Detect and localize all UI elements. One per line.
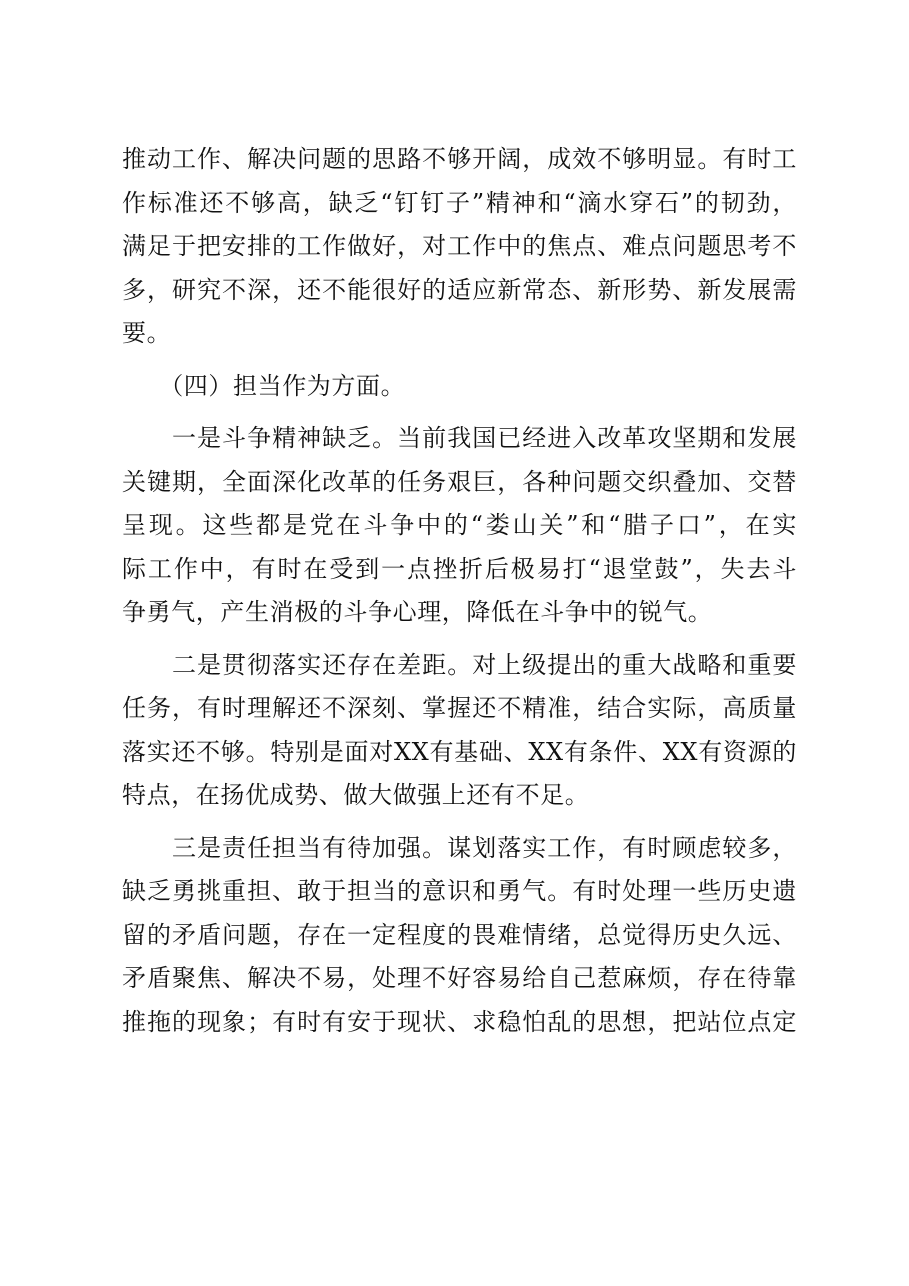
- text-line: 呈现。这些都是党在斗争中的“娄山关”和“腊子口”，在实: [122, 511, 797, 539]
- paragraph-gap: [122, 408, 797, 417]
- text-line: 留的矛盾问题，存在一定程度的畏难情绪，总觉得历史久远、: [122, 920, 797, 949]
- text-line: 推动工作、解决问题的思路不够开阔，成效不够明显。有时工: [122, 145, 797, 173]
- text-line: 二是贯彻落实还存在差距。对上级提出的重大战略和重要: [122, 650, 797, 679]
- paragraph-gap: [122, 818, 797, 827]
- text-line: 任务，有时理解还不深刻、掌握还不精准，结合实际，高质量: [122, 694, 797, 722]
- text-line: 满足于把安排的工作做好，对工作中的焦点、难点问题思考不: [122, 232, 797, 260]
- text-line: （四）担当作为方面。: [122, 371, 406, 400]
- text-line: 争勇气，产生消极的斗争心理，降低在斗争中的锐气。: [122, 598, 713, 626]
- text-line: 作标准还不够高，缺乏“钉钉子”精神和“滴水穿石”的韧劲，: [122, 188, 797, 217]
- text-line: 推拖的现象；有时有安于现状、求稳怕乱的思想，把站位点定: [122, 1007, 797, 1036]
- text-line: 特点，在扬优成势、做大做强上还有不足。: [122, 781, 590, 809]
- text-line: 多，研究不深，还不能很好的适应新常态、新形势、新发展需: [122, 275, 797, 304]
- document-body: [122, 138, 797, 1044]
- paragraph-struggle-spirit: [122, 417, 797, 635]
- paragraph-gap: [122, 635, 797, 644]
- paragraph-continuation: [122, 138, 797, 356]
- text-line: 三是责任担当有待加强。谋划落实工作，有时顾虑较多，: [122, 833, 797, 862]
- text-line: 缺乏勇挑重担、敢于担当的意识和勇气。有时处理一些历史遗: [122, 877, 797, 905]
- paragraph-responsibility: [122, 827, 797, 1045]
- section-heading: [122, 365, 797, 409]
- text-line: 矛盾聚焦、解决不易，处理不好容易给自己惹麻烦，存在待靠: [122, 964, 797, 992]
- text-line: 要。: [122, 319, 172, 347]
- text-line: 际工作中，有时在受到一点挫折后极易打“退堂鼓”，失去斗: [122, 554, 797, 583]
- text-line: 关键期，全面深化改革的任务艰巨，各种问题交织叠加、交替: [122, 467, 797, 496]
- paragraph-gap: [122, 356, 797, 365]
- paragraph-implementation: [122, 644, 797, 818]
- text-line: 一是斗争精神缺乏。当前我国已经进入改革攻坚期和发展: [122, 424, 797, 452]
- text-line: 落实还不够。特别是面对XX有基础、XX有条件、XX有资源的: [122, 737, 797, 766]
